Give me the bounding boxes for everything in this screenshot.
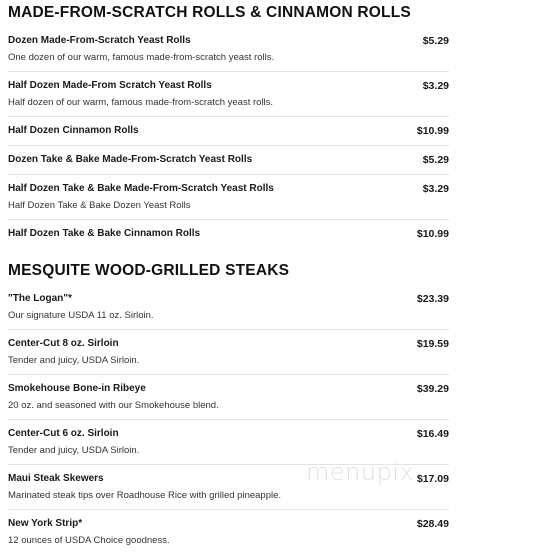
item-name: Smokehouse Bone-in Ribeye <box>8 383 146 394</box>
item-price: $3.29 <box>422 80 449 92</box>
divider <box>8 329 449 330</box>
item-description: Tender and juicy, USDA Sirloin. <box>8 445 140 456</box>
divider <box>8 174 449 175</box>
item-name: Half Dozen Take & Bake Cinnamon Rolls <box>8 228 201 239</box>
item-price: $17.09 <box>416 473 449 485</box>
section-title-steaks: MESQUITE WOOD-GRILLED STEAKS <box>8 262 290 279</box>
item-price: $3.29 <box>422 183 449 195</box>
item-price: $19.59 <box>416 338 449 350</box>
item-description: 20 oz. and seasoned with our Smokehouse blend. <box>8 400 219 411</box>
item-description: Our signature USDA 11 oz. Sirloin. <box>8 310 154 321</box>
divider <box>8 219 449 220</box>
item-description: 12 ounces of USDA Choice goodness. <box>8 535 170 546</box>
divider <box>8 374 449 375</box>
divider <box>8 116 449 117</box>
divider <box>8 419 449 420</box>
item-name: Maui Steak Skewers <box>8 473 104 484</box>
divider <box>8 145 449 146</box>
item-name: Dozen Take & Bake Made-From-Scratch Yeast Rolls <box>8 154 253 165</box>
item-price: $16.49 <box>416 428 449 440</box>
section-title-rolls: MADE-FROM-SCRATCH ROLLS & CINNAMON ROLLS <box>8 4 411 21</box>
item-name: Dozen Made-From-Scratch Yeast Rolls <box>8 35 191 46</box>
divider <box>8 509 449 510</box>
item-price: $39.29 <box>416 383 449 395</box>
item-name: Half Dozen Take & Bake Made-From-Scratch Yeast Rolls <box>8 183 274 194</box>
divider <box>8 71 449 72</box>
item-price: $23.39 <box>416 293 449 305</box>
item-price: $10.99 <box>416 125 449 137</box>
item-name: "The Logan"* <box>8 293 72 304</box>
item-description: One dozen of our warm, famous made-from-scratch yeast rolls. <box>8 52 275 63</box>
item-price: $5.29 <box>422 154 449 166</box>
item-name: Center-Cut 8 oz. Sirloin <box>8 338 119 349</box>
item-price: $28.49 <box>416 518 449 530</box>
item-name: Half Dozen Cinnamon Rolls <box>8 125 139 136</box>
item-price: $5.29 <box>422 35 449 47</box>
item-description: Half Dozen Take & Bake Dozen Yeast Rolls <box>8 200 191 211</box>
item-name: Half Dozen Made-From Scratch Yeast Rolls <box>8 80 212 91</box>
item-description: Marinated steak tips over Roadhouse Rice with grilled pineapple. <box>8 490 282 501</box>
item-name: Center-Cut 6 oz. Sirloin <box>8 428 119 439</box>
menupix-watermark: menupix <box>306 458 415 486</box>
item-description: Tender and juicy, USDA Sirloin. <box>8 355 140 366</box>
item-price: $10.99 <box>416 228 449 240</box>
item-description: Half dozen of our warm, famous made-from-scratch yeast rolls. <box>8 97 274 108</box>
item-name: New York Strip* <box>8 518 83 529</box>
